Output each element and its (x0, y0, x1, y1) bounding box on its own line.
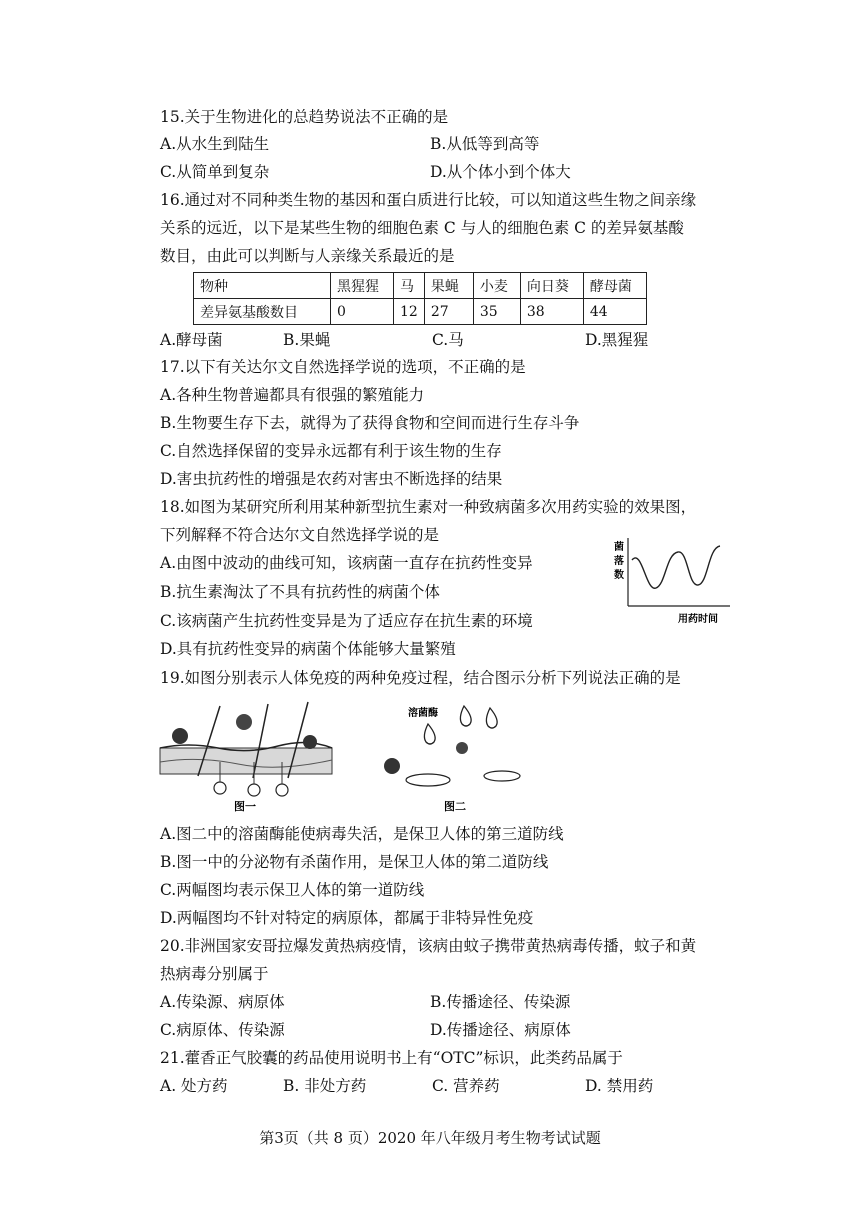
graph-ylabel-char: 菌 (614, 542, 624, 553)
question-16-option-a: A.酵母菌 (160, 331, 223, 349)
question-20-option-c: C.病原体、传染源 (160, 1021, 285, 1039)
question-18-option-d: D.具有抗药性变异的病菌个体能够大量繁殖 (160, 640, 456, 658)
table-cell: 果蝇 (424, 273, 473, 299)
table-cell: 38 (520, 299, 583, 325)
question-17-option-b: B.生物要生存下去，就得为了获得食物和空间而进行生存斗争 (160, 414, 580, 432)
question-18-stem-line-1: 18.如图为某研究所利用某种新型抗生素对一种致病菌多次用药实验的效果图， (160, 498, 697, 516)
question-16-option-b: B.果蝇 (283, 331, 331, 349)
figure-two-label: 图二 (444, 800, 466, 813)
bacteria-figure (456, 742, 468, 754)
table-cell: 酵母菌 (583, 273, 646, 299)
figure-two-lysozyme (372, 696, 532, 814)
question-16-stem-line-3: 数目，由此可以判断与人亲缘关系最近的是 (160, 247, 455, 265)
question-15-option-b: B.从低等到高等 (430, 135, 540, 153)
figure-one-label: 图一 (234, 800, 256, 813)
droplet (460, 706, 471, 726)
bacteria-figure (384, 758, 400, 774)
question-17-option-c: C.自然选择保留的变异永远都有利于该生物的生存 (160, 442, 502, 460)
table-row (194, 299, 647, 325)
table-header-row (194, 273, 647, 299)
question-21-option-c: C. 营养药 (432, 1077, 500, 1095)
droplet (424, 724, 435, 744)
gland (276, 784, 288, 796)
question-20-option-b: B.传播途径、传染源 (430, 993, 571, 1011)
question-21-stem: 21.藿香正气胶囊的药品使用说明书上有“OTC”标识，此类药品属于 (160, 1049, 623, 1067)
question-19-option-a: A.图二中的溶菌酶能使病毒失活，是保卫人体的第三道防线 (160, 825, 564, 843)
question-16-option-d: D.黑猩猩 (585, 331, 649, 349)
question-20-option-a: A.传染源、病原体 (160, 993, 285, 1011)
amino-acid-table (193, 272, 647, 325)
question-21-option-a: A. 处方药 (160, 1077, 228, 1095)
question-15-option-d: D.从个体小到个体大 (430, 163, 571, 181)
question-17-stem: 17.以下有关达尔文自然选择学说的选项，不正确的是 (160, 358, 526, 376)
question-21-option-d: D. 禁用药 (585, 1077, 654, 1095)
table-cell: 物种 (194, 273, 331, 299)
question-17-option-a: A.各种生物普遍都具有很强的繁殖能力 (160, 386, 425, 404)
table-cell: 0 (331, 299, 394, 325)
table-cell: 差异氨基酸数目 (194, 299, 331, 325)
graph-curve (632, 546, 720, 588)
question-16-option-c: C.马 (432, 331, 464, 349)
question-20-stem-line-1: 20.非洲国家安哥拉爆发黄热病疫情，该病由蚊子携带黄热病毒传播，蚊子和黄 (160, 937, 697, 955)
table-cell: 35 (473, 299, 520, 325)
bacteria-figure (303, 735, 317, 749)
skin-layer (160, 748, 332, 774)
table-cell: 马 (394, 273, 425, 299)
graph-ylabel-char: 数 (614, 570, 624, 581)
bacteria-resistance-graph (608, 530, 738, 626)
table-cell: 小麦 (473, 273, 520, 299)
question-19-option-d: D.两幅图均不针对特定的病原体，都属于非特异性免疫 (160, 909, 534, 927)
table-cell: 向日葵 (520, 273, 583, 299)
question-18-option-c: C.该病菌产生抗药性变异是为了适应存在抗生素的环境 (160, 612, 533, 630)
question-19-stem: 19.如图分别表示人体免疫的两种免疫过程，结合图示分析下列说法正确的是 (160, 669, 681, 687)
question-15-stem: 15.关于生物进化的总趋势说法不正确的是 (160, 108, 449, 126)
question-17-option-d: D.害虫抗药性的增强是农药对害虫不断选择的结果 (160, 470, 503, 488)
table-cell: 12 (394, 299, 425, 325)
page-footer: 第3页（共 8 页）2020 年八年级月考生物考试试题 (259, 1129, 601, 1147)
bacteria-figure (236, 714, 252, 730)
gland (248, 784, 260, 796)
question-19-option-c: C.两幅图均表示保卫人体的第一道防线 (160, 881, 425, 899)
graph-ylabel-char: 落 (614, 556, 624, 567)
question-20-stem-line-2: 热病毒分别属于 (160, 965, 269, 983)
question-16-stem-line-2: 关系的远近，以下是某些生物的细胞色素 C 与人的细胞色素 C 的差异氨基酸 (160, 219, 684, 237)
droplet (486, 708, 497, 728)
question-21-option-b: B. 非处方药 (283, 1077, 367, 1095)
question-16-stem-line-1: 16.通过对不同种类生物的基因和蛋白质进行比较，可以知道这些生物之间亲缘 (160, 191, 697, 209)
dissolved-bacteria (406, 774, 450, 786)
figure-one-skin-barrier (158, 696, 336, 814)
gland (214, 782, 226, 794)
question-15-option-a: A.从水生到陆生 (160, 135, 270, 153)
table-cell: 27 (424, 299, 473, 325)
question-18-option-b: B.抗生素淘汰了不具有抗药性的病菌个体 (160, 583, 440, 601)
table-cell: 黑猩猩 (331, 273, 394, 299)
lysozyme-label: 溶菌酶 (408, 708, 438, 719)
question-20-option-d: D.传播途径、病原体 (430, 1021, 571, 1039)
question-18-option-a: A.由图中波动的曲线可知，该病菌一直存在抗药性变异 (160, 554, 533, 572)
graph-xlabel: 用药时间 (678, 614, 718, 625)
bacteria-figure (172, 728, 188, 744)
question-19-option-b: B.图一中的分泌物有杀菌作用，是保卫人体的第二道防线 (160, 853, 549, 871)
question-15-option-c: C.从简单到复杂 (160, 163, 270, 181)
dissolved-bacteria (484, 771, 520, 781)
table-cell: 44 (583, 299, 646, 325)
question-18-stem-line-2: 下列解释不符合达尔文自然选择学说的是 (160, 526, 440, 544)
